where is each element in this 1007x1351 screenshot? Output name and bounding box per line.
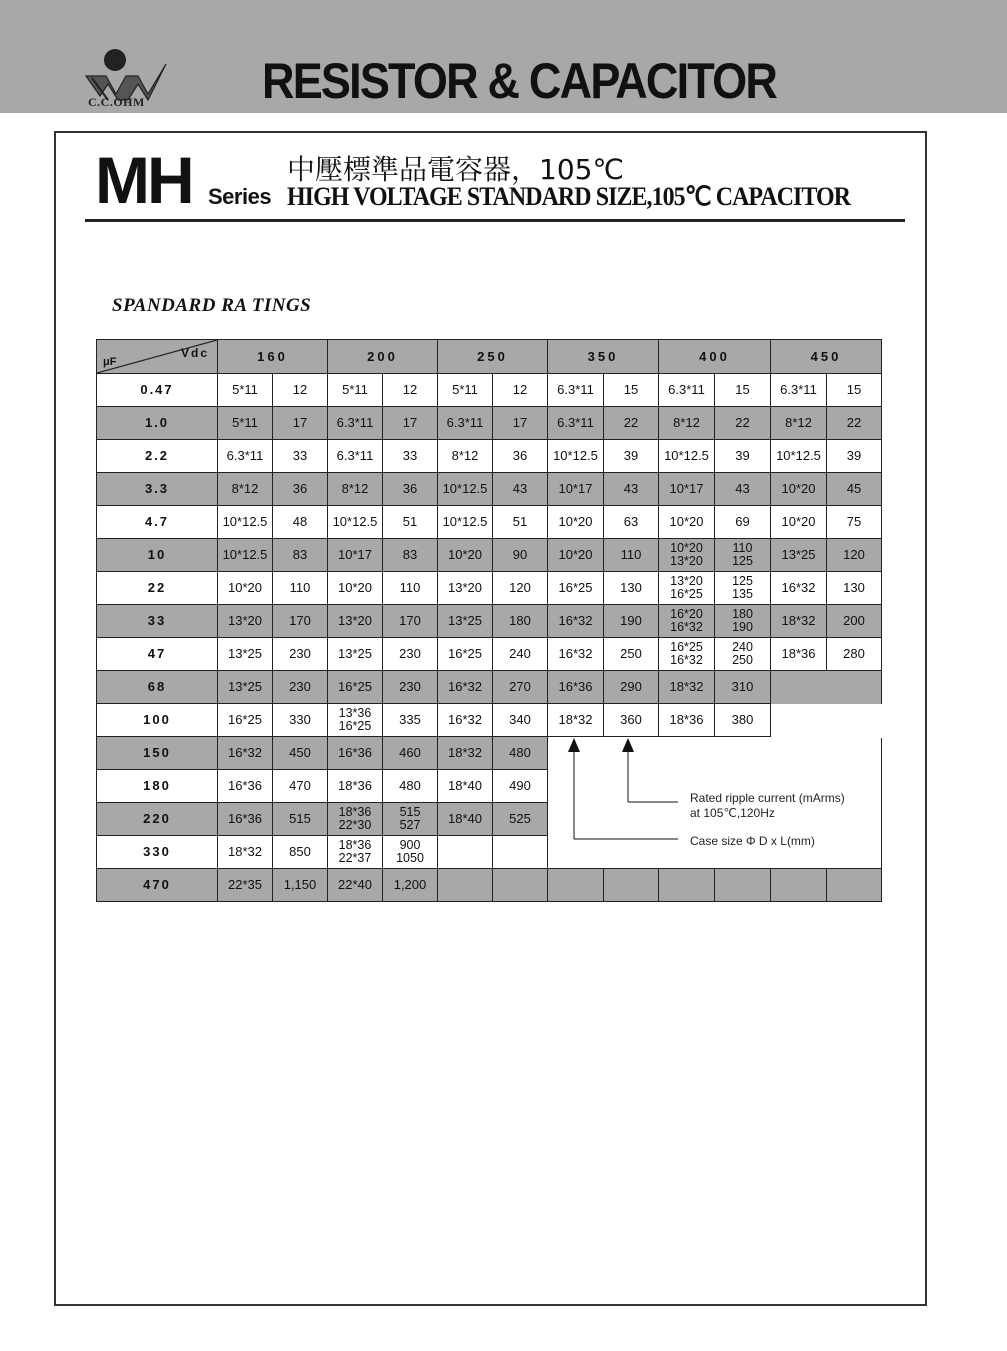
capacitance-cell: 10	[97, 539, 218, 572]
ripple-current-cell: 515	[273, 803, 328, 836]
ripple-current-cell: 460	[383, 737, 438, 770]
voltage-header: 400	[659, 340, 771, 374]
case-size-cell	[659, 869, 715, 902]
case-size-cell: 18*32	[438, 737, 493, 770]
ripple-current-cell: 36	[273, 473, 328, 506]
case-size-cell: 6.3*11	[659, 374, 715, 407]
ripple-current-cell: 270	[493, 671, 548, 704]
case-size-cell: 10*12.5	[438, 473, 493, 506]
case-size-cell: 16*36	[218, 770, 273, 803]
ripple-current-cell: 33	[273, 440, 328, 473]
case-size-cell: 13*25	[438, 605, 493, 638]
case-size-cell: 18*36	[771, 638, 827, 671]
case-size-cell: 18*32	[218, 836, 273, 869]
case-size-cell: 10*12.5	[328, 506, 383, 539]
cell-line: 180	[732, 607, 753, 621]
case-size-cell: 10*20	[218, 572, 273, 605]
case-size-cell: 8*12	[218, 473, 273, 506]
case-size-cell: 8*12	[659, 407, 715, 440]
case-size-cell: 10*20	[548, 506, 604, 539]
case-size-cell: 16*32	[548, 605, 604, 638]
table-row	[97, 440, 882, 473]
ripple-current-cell: 43	[604, 473, 659, 506]
case-size-cell: 16*36	[328, 737, 383, 770]
ripple-current-cell	[827, 869, 882, 902]
case-size-cell: 18*36	[328, 770, 383, 803]
ripple-current-cell: 15	[827, 374, 882, 407]
empty-region	[771, 671, 882, 704]
ripple-current-cell: 290	[604, 671, 659, 704]
case-size-cell: 13*25	[218, 671, 273, 704]
capacitance-cell: 470	[97, 869, 218, 902]
table-row	[97, 473, 882, 506]
case-size-cell: 6.3*11	[548, 374, 604, 407]
case-size-cell: 10*17	[659, 473, 715, 506]
ripple-current-cell: 250	[604, 638, 659, 671]
case-size-cell: 10*20	[438, 539, 493, 572]
ripple-current-cell: 310	[715, 671, 771, 704]
ripple-current-cell	[604, 869, 659, 902]
capacitance-cell: 4.7	[97, 506, 218, 539]
cell-line: 250	[732, 653, 753, 667]
cell-line: 10*20	[670, 541, 703, 555]
ripple-current-cell: 130	[827, 572, 882, 605]
capacitance-cell: 180	[97, 770, 218, 803]
ripple-current-cell: 330	[273, 704, 328, 737]
table-row	[97, 374, 882, 407]
ripple-current-cell	[715, 572, 771, 605]
title-divider	[85, 219, 905, 222]
case-size-cell: 6.3*11	[328, 407, 383, 440]
voltage-header: 250	[438, 340, 548, 374]
case-size-cell: 6.3*11	[548, 407, 604, 440]
ripple-current-cell: 120	[493, 572, 548, 605]
case-size-cell: 13*20	[218, 605, 273, 638]
case-size-cell	[548, 869, 604, 902]
ripple-current-cell: 525	[493, 803, 548, 836]
capacitance-cell: 0.47	[97, 374, 218, 407]
case-size-cell: 16*25	[328, 671, 383, 704]
cell-line: 18*36	[338, 805, 372, 819]
case-size-cell: 18*32	[548, 704, 604, 737]
capacitance-cell: 1.0	[97, 407, 218, 440]
ripple-current-cell: 83	[383, 539, 438, 572]
cell-line: 16*25	[338, 719, 372, 733]
case-size-cell: 10*12.5	[438, 506, 493, 539]
capacitance-cell: 68	[97, 671, 218, 704]
case-size-cell: 13*20	[328, 605, 383, 638]
voltage-header: 200	[328, 340, 438, 374]
case-size-cell: 10*17	[328, 539, 383, 572]
table-row	[97, 638, 882, 671]
ripple-current-cell	[383, 803, 438, 836]
ripple-current-cell: 110	[383, 572, 438, 605]
capacitance-cell: 3.3	[97, 473, 218, 506]
table-row	[97, 572, 882, 605]
case-size-cell	[328, 803, 383, 836]
case-size-cell: 10*12.5	[659, 440, 715, 473]
ripple-current-cell: 280	[827, 638, 882, 671]
table-row	[97, 506, 882, 539]
case-size-cell	[438, 836, 493, 869]
ripple-current-cell: 180	[493, 605, 548, 638]
ripple-current-cell: 110	[273, 572, 328, 605]
series-code: MH	[95, 143, 192, 217]
ripple-current-cell: 90	[493, 539, 548, 572]
case-size-cell: 10*20	[771, 473, 827, 506]
case-size-cell: 6.3*11	[438, 407, 493, 440]
ripple-current-cell: 17	[493, 407, 548, 440]
ripple-current-cell: 470	[273, 770, 328, 803]
capacitance-cell: 47	[97, 638, 218, 671]
case-size-cell: 16*32	[438, 704, 493, 737]
case-size-cell: 10*20	[548, 539, 604, 572]
cell-line: 16*25	[670, 640, 703, 654]
case-size-cell: 8*12	[328, 473, 383, 506]
ripple-current-cell: 83	[273, 539, 328, 572]
voltage-axis-label: Vdc	[180, 346, 209, 360]
cell-line: 16*20	[670, 607, 703, 621]
ripple-current-cell: 33	[383, 440, 438, 473]
case-size-cell: 5*11	[328, 374, 383, 407]
case-size-cell: 5*11	[218, 407, 273, 440]
ripple-current-cell: 480	[493, 737, 548, 770]
case-size-cell	[328, 704, 383, 737]
capacitance-cell: 220	[97, 803, 218, 836]
case-size-cell: 18*40	[438, 803, 493, 836]
case-size-cell: 10*20	[659, 506, 715, 539]
capacitance-cell: 2.2	[97, 440, 218, 473]
ripple-current-cell: 170	[273, 605, 328, 638]
case-size-cell: 13*20	[438, 572, 493, 605]
table-row	[97, 671, 882, 704]
ripple-current-cell: 51	[493, 506, 548, 539]
ripple-current-cell: 170	[383, 605, 438, 638]
ripple-current-cell: 39	[715, 440, 771, 473]
voltage-header: 350	[548, 340, 659, 374]
cell-line: 125	[732, 554, 753, 568]
ripple-current-cell: 43	[493, 473, 548, 506]
ripple-current-cell: 120	[827, 539, 882, 572]
case-size-cell	[659, 605, 715, 638]
case-size-cell	[771, 869, 827, 902]
ripple-current-cell: 850	[273, 836, 328, 869]
case-size-cell: 16*32	[218, 737, 273, 770]
capacitance-cell: 100	[97, 704, 218, 737]
ripple-note-line2: at 105℃,120Hz	[690, 806, 775, 820]
table-row	[97, 704, 882, 737]
table-row	[97, 869, 882, 902]
case-size-cell: 18*36	[659, 704, 715, 737]
case-size-cell: 16*36	[218, 803, 273, 836]
case-size-cell: 10*12.5	[218, 539, 273, 572]
capacitance-cell: 33	[97, 605, 218, 638]
table-row	[97, 539, 882, 572]
capacitance-axis-label: μF	[103, 356, 117, 368]
cell-line: 22*30	[338, 818, 372, 832]
cell-line: 22*37	[338, 851, 372, 865]
case-size-cell: 16*32	[438, 671, 493, 704]
case-size-cell: 8*12	[771, 407, 827, 440]
case-size-cell: 16*32	[548, 638, 604, 671]
ripple-current-cell	[715, 638, 771, 671]
ripple-current-cell: 51	[383, 506, 438, 539]
case-size-cell: 13*25	[218, 638, 273, 671]
cell-line: 16*32	[670, 653, 703, 667]
ripple-current-cell: 1,150	[273, 869, 328, 902]
ripple-current-cell: 12	[273, 374, 328, 407]
ripple-current-cell: 230	[273, 671, 328, 704]
ripple-current-cell: 15	[604, 374, 659, 407]
ripple-note-line1: Rated ripple current (mArms)	[690, 791, 845, 805]
ripple-current-cell: 490	[493, 770, 548, 803]
ripple-current-cell: 36	[493, 440, 548, 473]
ripple-current-cell: 230	[273, 638, 328, 671]
case-size-note: Case size Φ D x L(mm)	[690, 834, 815, 848]
case-size-cell: 16*25	[548, 572, 604, 605]
section-title: SPANDARD RA TINGS	[112, 295, 312, 316]
ripple-current-cell: 17	[383, 407, 438, 440]
ripple-current-cell	[715, 605, 771, 638]
ripple-current-cell: 240	[493, 638, 548, 671]
ripple-current-cell	[383, 836, 438, 869]
voltage-header: 160	[218, 340, 328, 374]
case-size-cell: 10*12.5	[548, 440, 604, 473]
ripple-current-cell	[493, 869, 548, 902]
case-size-cell: 18*32	[771, 605, 827, 638]
ripple-current-cell: 39	[604, 440, 659, 473]
case-size-cell	[659, 638, 715, 671]
cell-line: 515	[399, 805, 421, 819]
case-size-cell: 6.3*11	[771, 374, 827, 407]
cell-line: 190	[732, 620, 753, 634]
table-corner-header	[97, 340, 218, 374]
series-title-chinese: 中壓標準品電容器，105℃	[287, 153, 624, 186]
case-size-cell: 6.3*11	[328, 440, 383, 473]
ripple-current-cell	[715, 869, 771, 902]
ripple-current-cell: 12	[493, 374, 548, 407]
case-size-cell: 6.3*11	[218, 440, 273, 473]
series-label: Series	[208, 184, 272, 209]
ripple-current-cell: 43	[715, 473, 771, 506]
table-row	[97, 605, 882, 638]
ripple-current-cell: 22	[827, 407, 882, 440]
cell-line: 13*20	[670, 554, 703, 568]
ripple-current-note	[690, 791, 845, 821]
ripple-current-cell: 45	[827, 473, 882, 506]
ripple-current-cell: 230	[383, 638, 438, 671]
ripple-current-cell	[715, 539, 771, 572]
ripple-current-cell: 75	[827, 506, 882, 539]
ripple-current-cell: 36	[383, 473, 438, 506]
cell-line: 110	[732, 541, 753, 555]
cell-line: 527	[399, 818, 421, 832]
ripple-current-cell: 12	[383, 374, 438, 407]
cell-line: 13*20	[670, 574, 703, 588]
cell-line: 240	[732, 640, 753, 654]
ripple-current-cell: 480	[383, 770, 438, 803]
cell-line: 13*36	[338, 706, 372, 720]
capacitance-cell: 330	[97, 836, 218, 869]
ripple-current-cell: 69	[715, 506, 771, 539]
case-size-cell: 10*20	[328, 572, 383, 605]
cell-line: 18*36	[338, 838, 372, 852]
cell-line: 16*32	[670, 620, 703, 634]
case-size-cell: 10*12.5	[771, 440, 827, 473]
ripple-current-cell: 63	[604, 506, 659, 539]
ripple-current-cell: 48	[273, 506, 328, 539]
cell-line: 900	[399, 838, 421, 852]
case-size-cell: 18*32	[659, 671, 715, 704]
case-size-cell: 16*36	[548, 671, 604, 704]
page-title: RESISTOR & CAPACITOR	[262, 53, 777, 109]
case-size-cell: 10*20	[771, 506, 827, 539]
ripple-current-cell: 110	[604, 539, 659, 572]
ripple-current-cell: 340	[493, 704, 548, 737]
series-title-english: HIGH VOLTAGE STANDARD SIZE,105℃ CAPACITOR	[287, 182, 851, 211]
ripple-current-cell: 335	[383, 704, 438, 737]
case-size-cell: 10*12.5	[218, 506, 273, 539]
case-size-cell: 22*40	[328, 869, 383, 902]
case-size-cell	[659, 539, 715, 572]
case-size-cell: 18*40	[438, 770, 493, 803]
case-size-cell	[328, 836, 383, 869]
ripple-current-cell	[493, 836, 548, 869]
ripple-current-cell: 200	[827, 605, 882, 638]
ripple-current-cell: 1,200	[383, 869, 438, 902]
case-size-cell: 8*12	[438, 440, 493, 473]
capacitance-cell: 22	[97, 572, 218, 605]
case-size-cell: 13*25	[771, 539, 827, 572]
case-size-cell: 13*25	[328, 638, 383, 671]
ripple-current-cell: 380	[715, 704, 771, 737]
table-row	[97, 407, 882, 440]
ripple-current-cell: 190	[604, 605, 659, 638]
ripple-current-cell: 450	[273, 737, 328, 770]
ripple-current-cell: 230	[383, 671, 438, 704]
case-size-cell: 22*35	[218, 869, 273, 902]
ripple-current-cell: 39	[827, 440, 882, 473]
ripple-current-cell: 360	[604, 704, 659, 737]
ripple-current-cell: 17	[273, 407, 328, 440]
case-size-cell	[438, 869, 493, 902]
ripple-current-cell: 22	[715, 407, 771, 440]
case-size-cell: 16*25	[438, 638, 493, 671]
case-size-cell	[659, 572, 715, 605]
ripple-current-cell: 130	[604, 572, 659, 605]
case-size-cell: 16*32	[771, 572, 827, 605]
capacitance-cell: 150	[97, 737, 218, 770]
cell-line: 135	[732, 587, 753, 601]
cell-line: 16*25	[670, 587, 703, 601]
empty-region	[771, 704, 882, 737]
cell-line: 1050	[396, 851, 424, 865]
case-size-cell: 5*11	[218, 374, 273, 407]
brand-name: C.C.OHM	[88, 95, 145, 109]
ripple-current-cell: 22	[604, 407, 659, 440]
case-size-cell: 16*25	[218, 704, 273, 737]
cell-line: 125	[732, 574, 753, 588]
case-size-cell: 5*11	[438, 374, 493, 407]
ripple-current-cell: 15	[715, 374, 771, 407]
voltage-header: 450	[771, 340, 882, 374]
case-size-cell: 10*17	[548, 473, 604, 506]
